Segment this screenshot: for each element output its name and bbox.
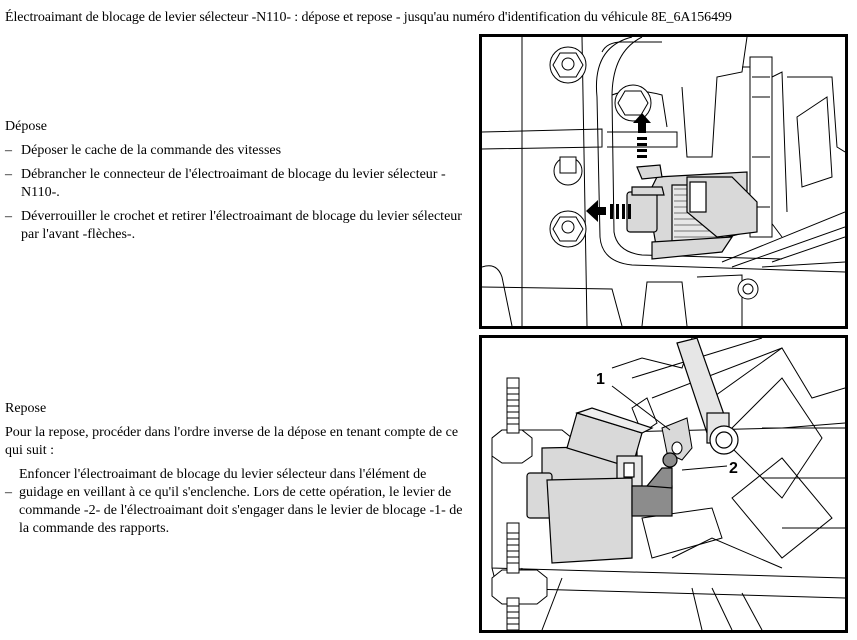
installation-intro: Pour la repose, procéder dans l'ordre inverse de la dépose en tenant compte de ce qui suit : xyxy=(5,425,459,458)
removal-arrow-left-icon xyxy=(586,200,631,222)
removal-step xyxy=(5,166,473,202)
installation-illustration xyxy=(479,335,848,633)
dash-bullet: – xyxy=(5,167,12,182)
callout-1-label: 1 xyxy=(596,371,605,388)
installation-step xyxy=(5,466,473,538)
dash-bullet: – xyxy=(5,485,12,500)
step-text: Déposer le cache de la commande des vitesses xyxy=(21,143,282,158)
page-title: Électroaimant de blocage de levier sélecteur -N110- : dépose et repose - jusqu'au numéro d'identification du véhicule 8E_6A156499 xyxy=(5,10,732,25)
removal-step xyxy=(5,208,473,244)
removal-step xyxy=(5,142,473,160)
solenoid-part xyxy=(627,165,757,259)
step-text: Débrancher le connecteur de l'électroaimant de blocage du levier sélecteur -N110-. xyxy=(21,167,446,200)
removal-illustration xyxy=(479,34,848,329)
step-text: Enfoncer l'électroaimant de blocage du levier sélecteur dans l'élément de guidage en veillant à ce qu'il s'enclenche. Lors de cette opération, le levier de commande -2- de l'électroaimant doit s'engager dans le levier de blocage -1- de la commande des rapports. xyxy=(19,467,463,536)
removal-drawing xyxy=(482,37,845,326)
installation-heading: Repose xyxy=(5,401,47,416)
installation-section xyxy=(5,400,473,544)
removal-heading: Dépose xyxy=(5,119,47,134)
installation-steps xyxy=(5,466,473,538)
dash-bullet: – xyxy=(5,209,12,224)
dash-bullet: – xyxy=(5,143,12,158)
callout-2-leader xyxy=(682,466,727,470)
removal-steps xyxy=(5,142,473,244)
installation-drawing xyxy=(482,338,845,630)
removal-section xyxy=(5,118,473,250)
callout-2-label: 2 xyxy=(729,460,738,477)
step-text: Déverrouiller le crochet et retirer l'électroaimant de blocage du levier sélecteur par l'avant -flèches-. xyxy=(21,209,462,242)
